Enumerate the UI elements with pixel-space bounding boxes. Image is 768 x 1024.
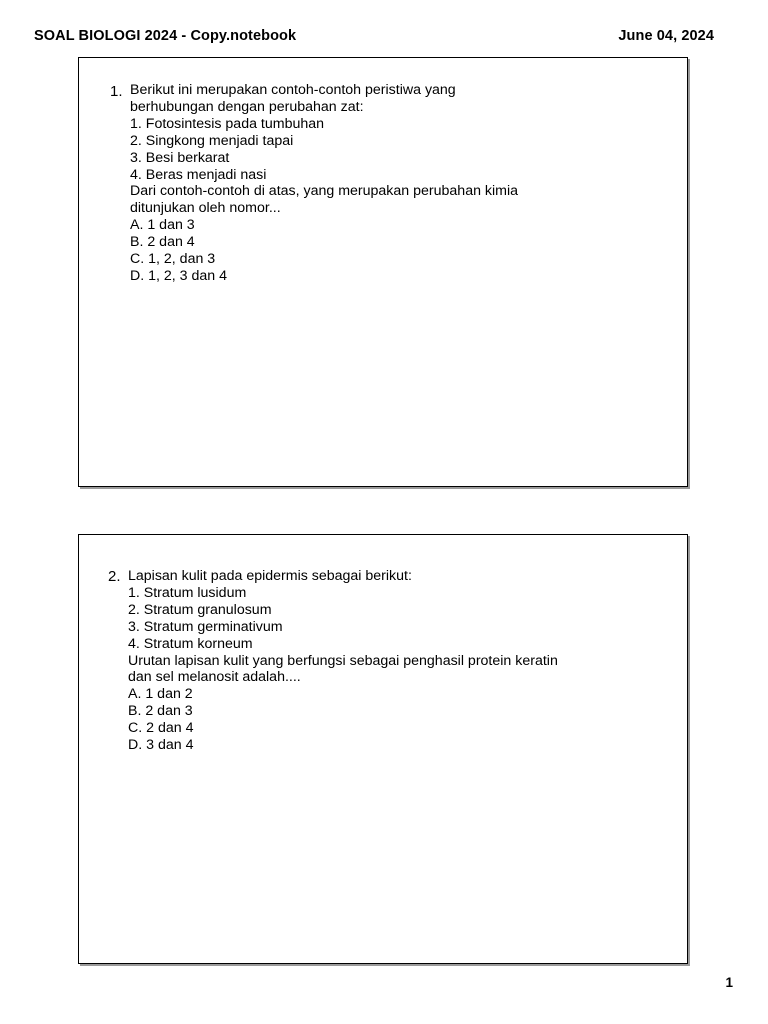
document-date: June 04, 2024 — [618, 28, 714, 44]
question-line: dan sel melanosit adalah.... — [128, 669, 301, 686]
answer-option-c: C. 1, 2, dan 3 — [130, 251, 216, 268]
document-title: SOAL BIOLOGI 2024 - Copy.notebook — [34, 28, 297, 44]
question-line: berhubungan dengan perubahan zat: — [130, 98, 364, 115]
answer-option-a: A. 1 dan 2 — [128, 686, 193, 703]
answer-option-b: B. 2 dan 3 — [128, 703, 193, 720]
question-line: Berikut ini merupakan contoh-contoh peristiwa yang — [130, 82, 456, 98]
question-line: Urutan lapisan kulit yang berfungsi sebagai penghasil protein keratin — [128, 652, 558, 669]
statement-item: 3. Besi berkarat — [130, 149, 230, 166]
question-line: Dari contoh-contoh di atas, yang merupakan perubahan kimia — [130, 183, 519, 200]
statement-item: 2. Singkong menjadi tapai — [130, 132, 294, 149]
answer-option-a: A. 1 dan 3 — [130, 217, 195, 234]
statement-item: 4. Beras menjadi nasi — [130, 166, 267, 183]
question-text — [128, 568, 558, 754]
question-line: ditunjukan oleh nomor... — [130, 200, 281, 217]
answer-option-d: D. 1, 2, 3 dan 4 — [130, 267, 228, 284]
answer-option-c: C. 2 dan 4 — [128, 720, 194, 737]
statement-item: 3. Stratum germinativum — [128, 618, 283, 635]
page-number: 1 — [725, 975, 733, 990]
question-text — [130, 82, 518, 285]
statement-item: 4. Stratum korneum — [128, 635, 253, 652]
answer-option-b: B. 2 dan 4 — [130, 234, 195, 251]
question-slide-2 — [78, 534, 688, 964]
answer-option-d: D. 3 dan 4 — [128, 737, 194, 754]
question-number: 2. — [108, 568, 121, 585]
question-slide-1 — [78, 57, 688, 487]
statement-item: 1. Fotosintesis pada tumbuhan — [130, 115, 325, 132]
statement-item: 1. Stratum lusidum — [128, 584, 247, 601]
question-number: 1. — [110, 83, 123, 100]
statement-item: 2. Stratum granulosum — [128, 601, 272, 618]
question-line: Lapisan kulit pada epidermis sebagai berikut: — [128, 568, 412, 584]
